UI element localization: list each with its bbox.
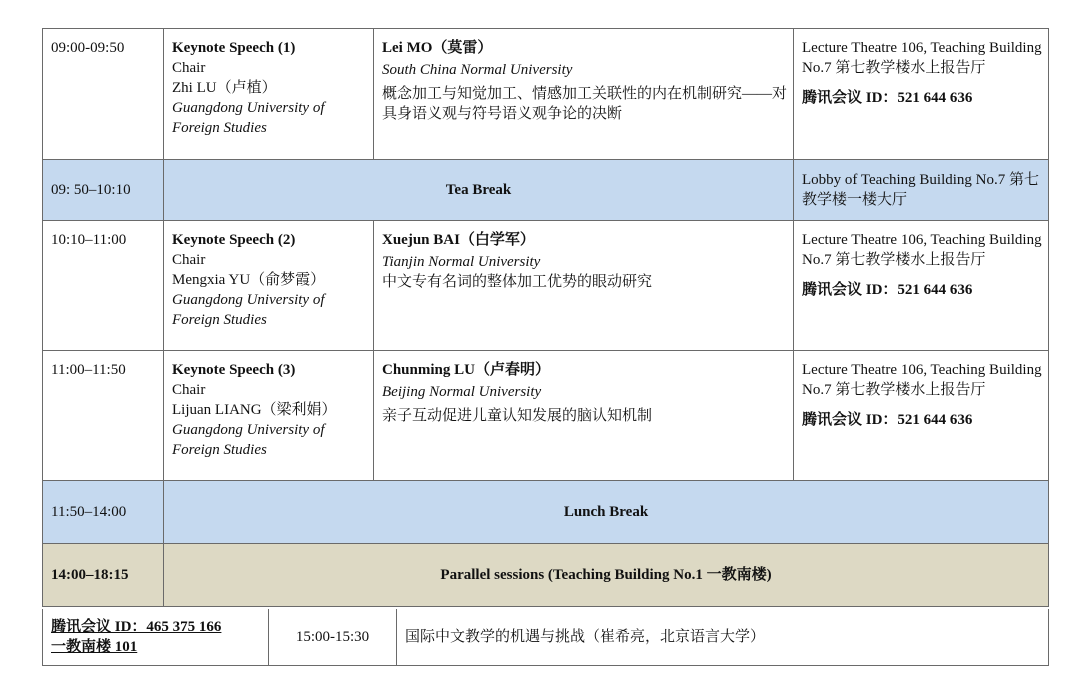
talk-title: 亲子互动促进儿童认知发展的脑认知机制 bbox=[382, 408, 653, 424]
room-name: 一教南楼 101 bbox=[51, 639, 138, 655]
table-row bbox=[43, 29, 1049, 160]
speaker-affiliation: Beijing Normal University bbox=[382, 384, 542, 400]
meeting-room-id: 腾讯会议 ID：465 375 166 bbox=[51, 619, 222, 635]
venue-cell bbox=[794, 221, 1049, 351]
talk-cell: 国际中文教学的机遇与挑战（崔希亮，北京语言大学） bbox=[397, 609, 1049, 665]
talk-title: 概念加工与知觉加工、情感加工关联性的内在机制研究——对具身语义观与符号语义观争论的决断 bbox=[382, 86, 788, 122]
chair-affiliation: Guangdong University of Foreign Studies bbox=[172, 100, 325, 136]
time-cell: 14:00–18:15 bbox=[43, 544, 164, 607]
speaker-name: Lei MO（莫雷） bbox=[382, 40, 493, 56]
chair-label: Chair bbox=[172, 382, 206, 398]
tencent-meeting-id: 腾讯会议 ID：521 644 636 bbox=[802, 90, 973, 106]
chair-name: Mengxia YU（俞梦霞） bbox=[172, 272, 326, 288]
break-label: Lunch Break bbox=[164, 481, 1049, 544]
speaker-cell bbox=[374, 221, 794, 351]
table-row bbox=[43, 544, 1049, 607]
chair-label: Chair bbox=[172, 252, 206, 268]
speaker-name: Chunming LU（卢春明） bbox=[382, 362, 550, 378]
parallel-sessions-label: Parallel sessions (Teaching Building No.1 一教南楼) bbox=[164, 544, 1049, 607]
venue-text: Lecture Theatre 106, Teaching Building No.7 第七教学楼水上报告厅 bbox=[802, 362, 1042, 398]
tencent-meeting-id: 腾讯会议 ID：521 644 636 bbox=[802, 282, 973, 298]
time-cell: 10:10–11:00 bbox=[43, 221, 164, 351]
chair-affiliation: Guangdong University of Foreign Studies bbox=[172, 422, 325, 458]
chair-affiliation: Guangdong University of Foreign Studies bbox=[172, 292, 325, 328]
venue-cell bbox=[794, 29, 1049, 160]
time-cell: 11:50–14:00 bbox=[43, 481, 164, 544]
session-title: Keynote Speech (1) bbox=[172, 40, 296, 56]
speaker-name: Xuejun BAI（白学军） bbox=[382, 232, 535, 248]
table-row bbox=[43, 351, 1049, 481]
speaker-affiliation: South China Normal University bbox=[382, 62, 573, 78]
speaker-cell bbox=[374, 351, 794, 481]
venue-cell: Lobby of Teaching Building No.7 第七教学楼一楼大厅 bbox=[794, 160, 1049, 221]
schedule-table bbox=[42, 28, 1049, 607]
table-row bbox=[43, 160, 1049, 221]
time-cell: 15:00-15:30 bbox=[269, 609, 397, 665]
venue-text: Lecture Theatre 106, Teaching Building No.7 第七教学楼水上报告厅 bbox=[802, 232, 1042, 268]
session-title: Keynote Speech (2) bbox=[172, 232, 296, 248]
talk-title: 中文专有名词的整体加工优势的眼动研究 bbox=[382, 274, 653, 290]
session-title: Keynote Speech (3) bbox=[172, 362, 296, 378]
speaker-affiliation: Tianjin Normal University bbox=[382, 254, 541, 270]
time-cell: 11:00–11:50 bbox=[43, 351, 164, 481]
session-cell bbox=[164, 29, 374, 160]
speaker-cell bbox=[374, 29, 794, 160]
tencent-meeting-id: 腾讯会议 ID：521 644 636 bbox=[802, 412, 973, 428]
chair-name: Lijuan LIANG（梁利娟） bbox=[172, 402, 337, 418]
chair-name: Zhi LU（卢植） bbox=[172, 80, 277, 96]
break-label: Tea Break bbox=[164, 160, 794, 221]
table-row bbox=[43, 481, 1049, 544]
chair-label: Chair bbox=[172, 60, 206, 76]
table-row bbox=[43, 609, 1049, 665]
time-cell: 09:00-09:50 bbox=[43, 29, 164, 160]
room-cell bbox=[43, 609, 269, 665]
table-row bbox=[43, 221, 1049, 351]
session-cell bbox=[164, 351, 374, 481]
parallel-session-table bbox=[42, 609, 1049, 666]
venue-text: Lecture Theatre 106, Teaching Building No.7 第七教学楼水上报告厅 bbox=[802, 40, 1042, 76]
venue-cell bbox=[794, 351, 1049, 481]
session-cell bbox=[164, 221, 374, 351]
time-cell: 09: 50–10:10 bbox=[43, 160, 164, 221]
